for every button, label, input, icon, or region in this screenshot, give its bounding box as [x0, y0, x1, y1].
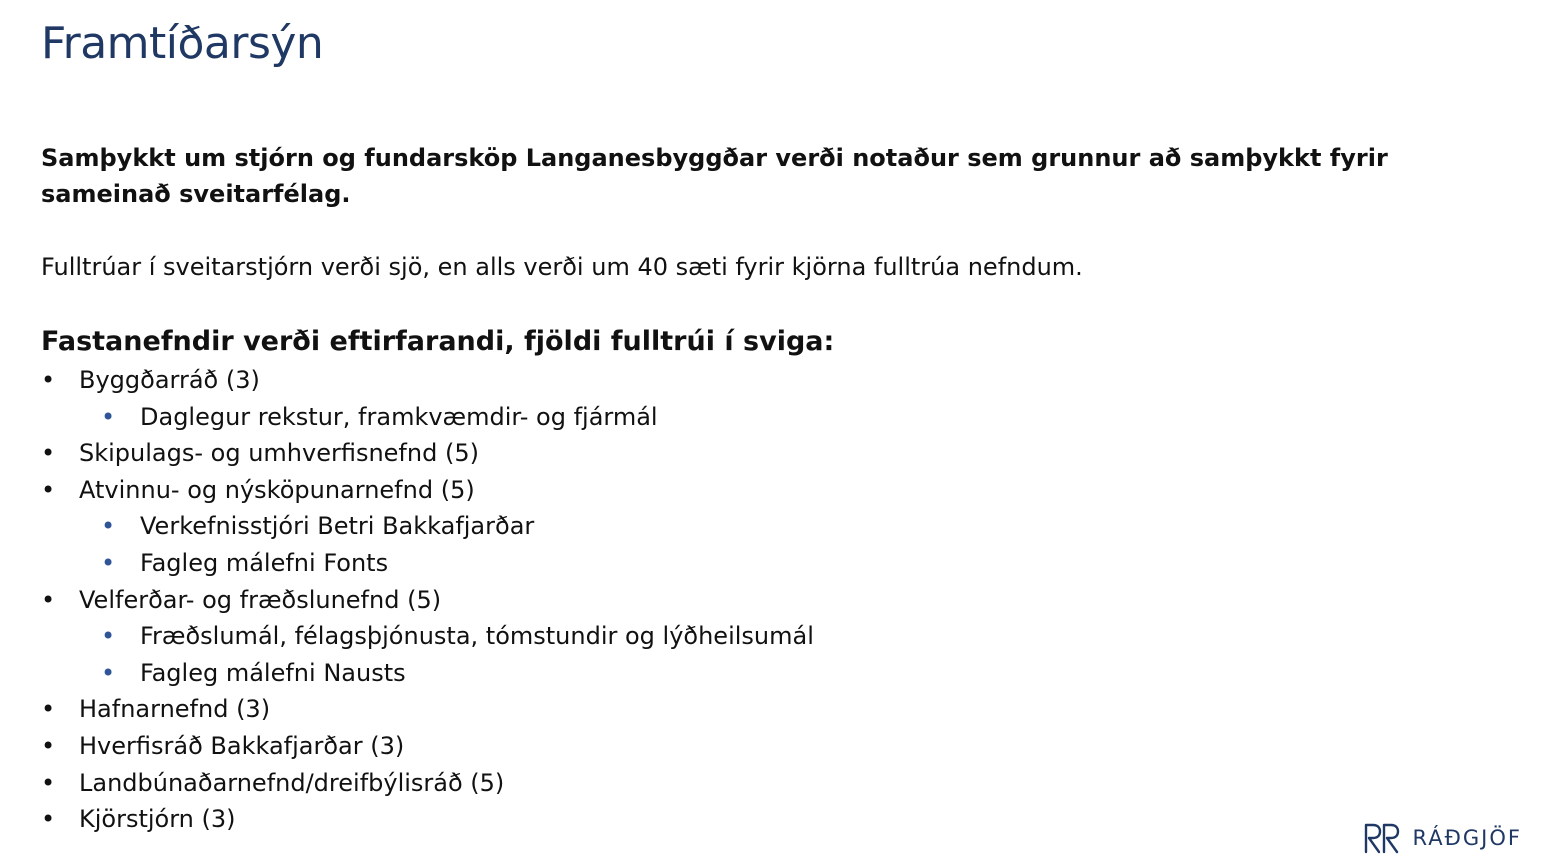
list-item-text: Atvinnu- og nýsköpunarnefnd (5): [79, 475, 475, 504]
bullet-icon: •: [41, 366, 56, 394]
list-item-text: Kjörstjórn (3): [79, 805, 236, 834]
list-item-text: Verkefnisstjóri Betri Bakkafjarðar: [140, 512, 535, 541]
bullet-icon: •: [41, 439, 56, 468]
list-item-text: Velferðar- og fræðslunefnd (5): [79, 585, 442, 614]
bullet-icon: •: [41, 731, 56, 760]
bullet-icon: •: [101, 658, 116, 687]
committees-heading: Fastanefndir verði eftirfarandi, fjöldi fulltrúi í sviga:: [41, 326, 835, 357]
bullet-icon: •: [101, 512, 116, 541]
company-logo: [1363, 822, 1522, 854]
list-item-text: Daglegur rekstur, framkvæmdir- og fjármál: [140, 402, 658, 431]
list-item-text: Hverfisráð Bakkafjarðar (3): [79, 731, 405, 760]
bullet-icon: •: [41, 695, 56, 724]
list-item-text: Byggðarráð (3): [79, 366, 260, 394]
bullet-icon: •: [41, 768, 56, 797]
page-title: Framtíðarsýn: [41, 18, 324, 69]
bullet-icon: •: [101, 402, 116, 431]
list-item-text: Landbúnaðarnefnd/dreifbýlisráð (5): [79, 768, 505, 797]
bullet-icon: •: [41, 585, 56, 614]
logo-text: RÁÐGJÖF: [1412, 826, 1522, 850]
council-paragraph: Fulltrúar í sveitarstjórn verði sjö, en alls verði um 40 sæti fyrir kjörna fulltrúa nefndum.: [41, 253, 1083, 281]
bullet-icon: •: [41, 475, 56, 504]
rr-logo-icon: [1363, 822, 1403, 854]
list-item-text: Skipulags- og umhverfisnefnd (5): [79, 439, 479, 468]
intro-bold-paragraph: Samþykkt um stjórn og fundarsköp Langanesbyggðar verði notaður sem grunnur að samþykkt fyrir sameinað sveitarfélag.: [41, 144, 1388, 208]
list-item-text: Fagleg málefni Nausts: [140, 658, 406, 687]
bullet-icon: •: [101, 548, 116, 577]
list-item-text: Hafnarnefnd (3): [79, 695, 271, 724]
bullet-icon: •: [41, 805, 56, 834]
list-item-text: Fræðslumál, félagsþjónusta, tómstundir og lýðheilsumál: [140, 622, 814, 651]
list-item-text: Fagleg málefni Fonts: [140, 548, 389, 577]
bullet-icon: •: [101, 622, 116, 651]
